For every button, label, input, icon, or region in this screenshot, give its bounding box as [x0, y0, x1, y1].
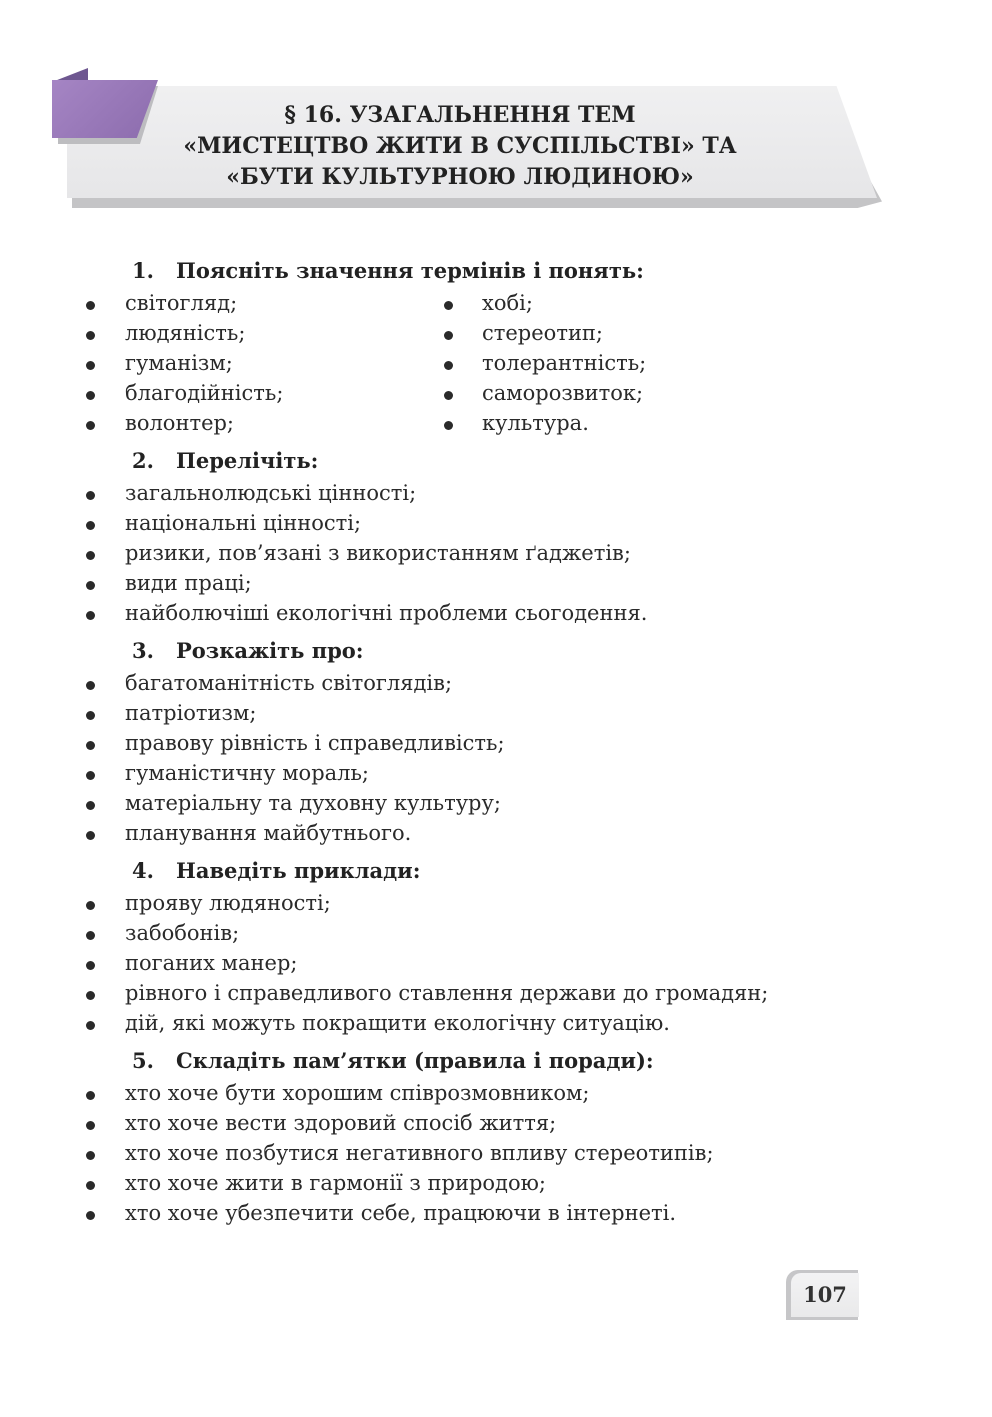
task-2-list: [0, 478, 992, 628]
list-item: загальнолюдські цінності;: [0, 478, 992, 508]
task-heading-text: Поясніть значення термінів і понять:: [176, 258, 644, 283]
list-item: саморозвиток;: [356, 378, 756, 408]
title-line-2: «МИСТЕЦТВО ЖИТИ В СУСПІЛЬСТВІ» ТА: [183, 133, 737, 159]
list-item: планування майбутнього.: [0, 818, 992, 848]
task-number: 2.: [132, 448, 154, 473]
task-4-list: [0, 888, 992, 1038]
list-item: толерантність;: [356, 348, 756, 378]
term-list-right: [356, 288, 756, 438]
task-1-columns: [0, 288, 992, 438]
list-item: національні цінності;: [0, 508, 992, 538]
list-item: стереотип;: [356, 318, 756, 348]
task-heading: [132, 256, 992, 288]
list-item: ризики, пов’язані з використанням ґаджетів;: [0, 538, 992, 568]
page-number-badge: [786, 1270, 860, 1320]
task-number: 1.: [132, 258, 154, 283]
list-item: хто хоче вести здоровий спосіб життя;: [0, 1108, 992, 1138]
page-number: 107: [791, 1273, 859, 1317]
task-1: [0, 256, 992, 438]
task-number: 5.: [132, 1048, 154, 1073]
task-heading: [132, 636, 992, 668]
list-item: правову рівність і справедливість;: [0, 728, 992, 758]
list-item: патріотизм;: [0, 698, 992, 728]
list-item: благодійність;: [0, 378, 356, 408]
list-item: багатоманітність світоглядів;: [0, 668, 992, 698]
term-list-left: [0, 288, 356, 438]
list-item: хто хоче убезпечити себе, працюючи в інтернеті.: [0, 1198, 992, 1228]
list-item: волонтер;: [0, 408, 356, 438]
task-heading: [132, 1046, 992, 1078]
page-content: [0, 256, 992, 1236]
list-item: забобонів;: [0, 918, 992, 948]
task-heading: [132, 446, 992, 478]
list-item: культура.: [356, 408, 756, 438]
task-heading-text: Перелічіть:: [176, 448, 319, 473]
list-item: людяність;: [0, 318, 356, 348]
list-item: дій, які можуть покращити екологічну ситуацію.: [0, 1008, 992, 1038]
list-item: хобі;: [356, 288, 756, 318]
list-item: види праці;: [0, 568, 992, 598]
task-heading: [132, 856, 992, 888]
list-item: поганих манер;: [0, 948, 992, 978]
task-heading-text: Наведіть приклади:: [176, 858, 421, 883]
section-title: [140, 100, 780, 193]
task-4: [0, 856, 992, 1038]
title-line-3: «БУТИ КУЛЬТУРНОЮ ЛЮДИНОЮ»: [226, 164, 694, 190]
list-item: хто хоче позбутися негативного впливу стереотипів;: [0, 1138, 992, 1168]
title-line-1: § 16. УЗАГАЛЬНЕННЯ ТЕМ: [284, 102, 636, 128]
list-item: світогляд;: [0, 288, 356, 318]
list-item: матеріальну та духовну культуру;: [0, 788, 992, 818]
task-heading-text: Розкажіть про:: [176, 638, 364, 663]
task-number: 4.: [132, 858, 154, 883]
list-item: рівного і справедливого ставлення держави до громадян;: [0, 978, 992, 1008]
tab-fold: [52, 68, 88, 82]
task-3-list: [0, 668, 992, 848]
list-item: прояву людяності;: [0, 888, 992, 918]
task-2: [0, 446, 992, 628]
task-5: [0, 1046, 992, 1228]
task-3: [0, 636, 992, 848]
list-item: гуманістичну мораль;: [0, 758, 992, 788]
list-item: найболючіші екологічні проблеми сьогодення.: [0, 598, 992, 628]
section-header: [0, 0, 992, 230]
task-5-list: [0, 1078, 992, 1228]
list-item: гуманізм;: [0, 348, 356, 378]
list-item: хто хоче жити в гармонії з природою;: [0, 1168, 992, 1198]
task-heading-text: Складіть пам’ятки (правила і поради):: [176, 1048, 654, 1073]
task-number: 3.: [132, 638, 154, 663]
list-item: хто хоче бути хорошим співрозмовником;: [0, 1078, 992, 1108]
